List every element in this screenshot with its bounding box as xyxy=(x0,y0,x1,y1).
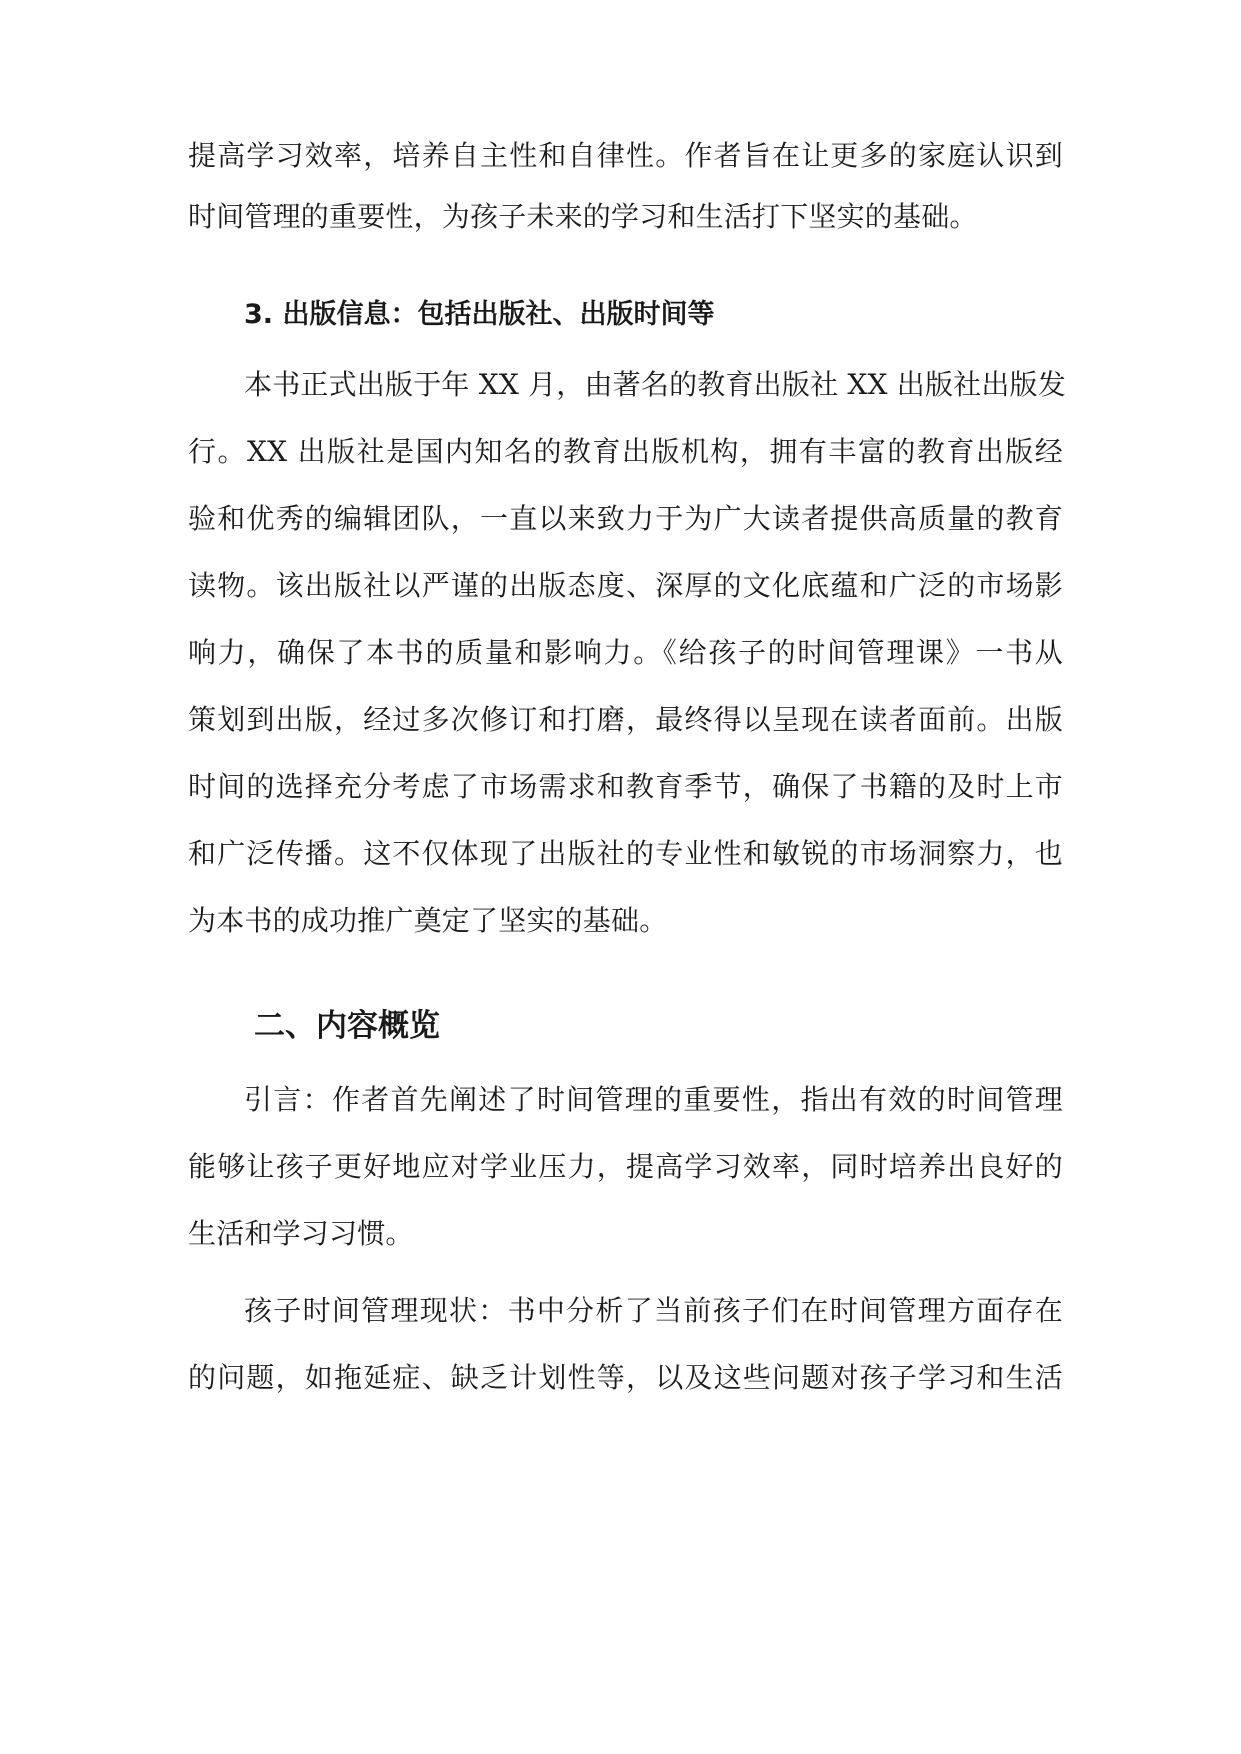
paragraph-line: 生活和学习习惯。 xyxy=(188,1217,414,1250)
paragraph-line: 时间的选择充分考虑了市场需求和教育季节，确保了书籍的及时上市 xyxy=(188,770,1063,803)
paragraph-line: 时间管理的重要性，为孩子未来的学习和生活打下坚实的基础。 xyxy=(188,200,978,233)
paragraph-line: 本书正式出版于年 XX 月，由著名的教育出版社 XX 出版社出版发 xyxy=(244,368,1066,401)
paragraph-line: 策划到出版，经过多次修订和打磨，最终得以呈现在读者面前。出版 xyxy=(188,703,1063,736)
paragraph-line: 响力，确保了本书的质量和影响力。《给孩子的时间管理课》一书从 xyxy=(188,636,1063,669)
section-heading: 3. 出版信息：包括出版社、出版时间等 xyxy=(244,299,715,330)
paragraph-line: 提高学习效率，培养自主性和自律性。作者旨在让更多的家庭认识到 xyxy=(188,139,1063,172)
paragraph-line: 为本书的成功推广奠定了坚实的基础。 xyxy=(188,904,668,937)
chapter-heading: 二、内容概览 xyxy=(254,1008,440,1044)
paragraph-line: 引言：作者首先阐述了时间管理的重要性，指出有效的时间管理 xyxy=(244,1083,1063,1116)
paragraph-line: 行。XX 出版社是国内知名的教育出版机构，拥有丰富的教育出版经 xyxy=(188,435,1063,468)
paragraph-line: 读物。该出版社以严谨的出版态度、深厚的文化底蕴和广泛的市场影 xyxy=(188,569,1063,602)
paragraph-line: 和广泛传播。这不仅体现了出版社的专业性和敏锐的市场洞察力，也 xyxy=(188,837,1063,870)
paragraph-line: 能够让孩子更好地应对学业压力，提高学习效率，同时培养出良好的 xyxy=(188,1150,1063,1183)
paragraph-line: 验和优秀的编辑团队，一直以来致力于为广大读者提供高质量的教育 xyxy=(188,502,1063,535)
paragraph-line: 的问题，如拖延症、缺乏计划性等，以及这些问题对孩子学习和生活 xyxy=(188,1361,1063,1394)
paragraph-line: 孩子时间管理现状：书中分析了当前孩子们在时间管理方面存在 xyxy=(244,1294,1063,1327)
